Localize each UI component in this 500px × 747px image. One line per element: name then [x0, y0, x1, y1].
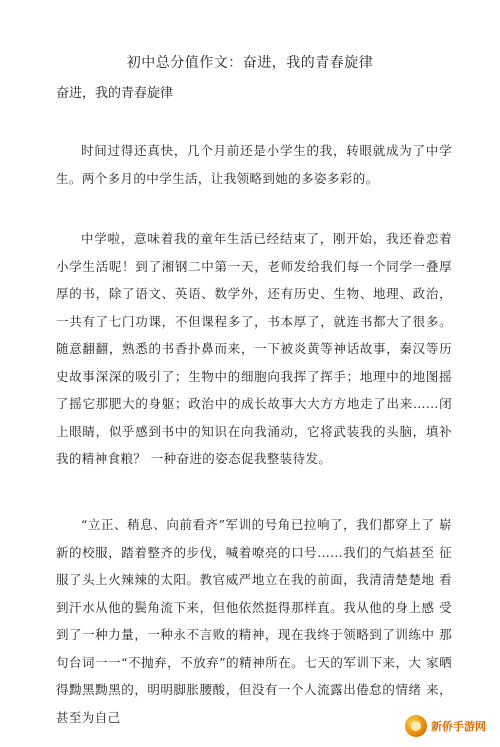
document-title: 初中总分值作文：奋进，我的青春旋律: [126, 55, 374, 71]
paragraph-3: “立正、稍息、向前看齐”军训的号角已拉响了，我们都穿上了 崭新的校服，踏着整齐的步伐，喊着嘹亮的口号……我们的气焰甚至 征服了头上火辣辣的太阳。教官威严地立在我的前面，我清清楚楚地 看到汗水从他的鬓角流下来，但他依然挺得那样直。我从他的身上感 受到了一种力量，一种永不言败的精神，现在我终于领略到了训练中 那句台词一一“不抛弃，不放弃”的精神所在。七天的军训下来，大 家晒得黝黑黝黑的，明明脚胀腰酸，但没有一个人流露出倦怠的情绪 来，甚至为自己: [56, 517, 452, 725]
site-watermark[interactable]: [401, 713, 490, 739]
document-subtitle: 奋进，我的青春旋律: [56, 86, 174, 101]
watermark-text: 新侨手游网: [431, 720, 486, 733]
paragraph-2: 中学啦，意味着我的童年生活已经结束了，刚开始，我还眷恋着 小学生活呢！到了湘钢二中第一天，老师发给我们每一个同学一叠厚 厚的书，除了语文、英语、数学外，还有历史、生物、地理、政治，一共有了七门功课，不但课程多了，书本厚了，就连书都大了很多。 随意翻翻，熟悉的书香扑鼻而来，一下被炎黄等神话故事，秦汉等历 史故事深深的吸引了；生物中的细胞向我挥了挥手；地理中的地图摇 了摇它那肥大的身躯；政治中的成长故事大大方方地走了出来……闭 上眼睛，似乎感到书中的知识在向我涌动，它将武装我的头脑，填补 我的精神食粮？ 一种奋进的姿态促我整装待发。: [56, 231, 452, 466]
coin-logo-icon: [405, 715, 427, 737]
paragraph-1: 时间过得还真快，几个月前还是小学生的我，转眼就成为了中学 生。两个多月的中学生活，让我领略到她的多姿多彩的。: [56, 143, 452, 186]
